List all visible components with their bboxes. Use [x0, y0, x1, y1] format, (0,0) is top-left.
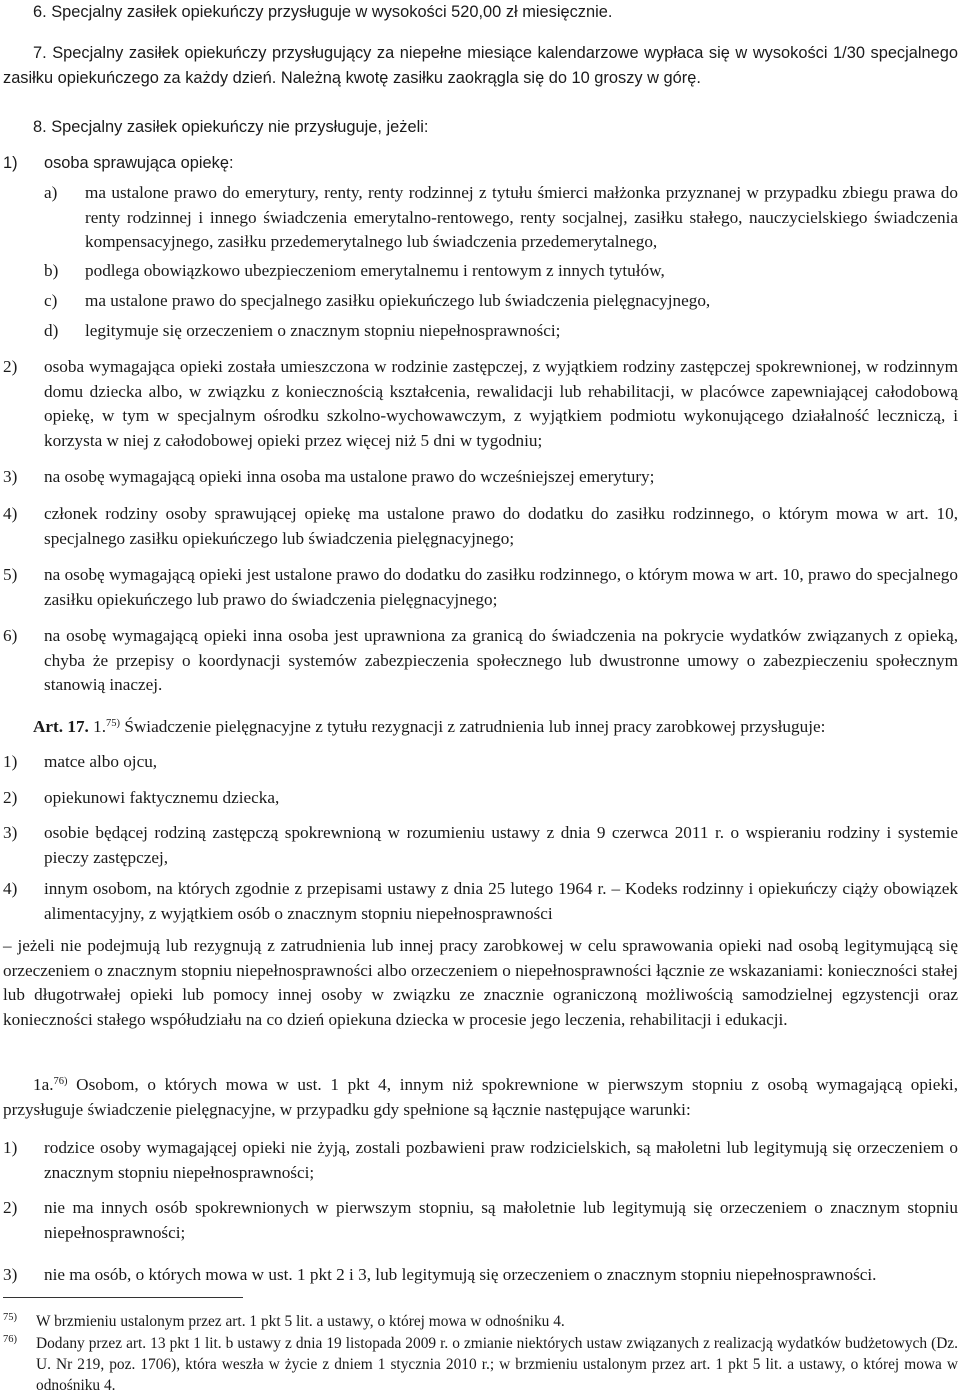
paragraph-1a — [3, 1073, 958, 1122]
sub-list-item — [3, 289, 958, 314]
list-item — [3, 1263, 958, 1288]
item-number: 5) — [3, 565, 18, 584]
list-item — [3, 821, 958, 870]
item-number: 1) — [3, 752, 18, 771]
footnote-text: Dodany przez art. 13 pkt 1 lit. b ustawy z dnia 19 listopada 2009 r. o zmianie niektórych ustaw związanych z realizacją wydatków budżetowych (Dz. U. Nr 219, poz. 1706), która weszła w życie z dniem 1 stycznia 2010 r.; w brzmieniu ustalonym przez art. 1 pkt 5 lit. a ustawy, o której mowa w odnośniku 4. — [36, 1335, 958, 1394]
paragraph-text: Świadczenie pielęgnacyjne z tytułu rezygnacji z zatrudnienia lub innej pracy zarobkowej przysługuje: — [124, 717, 826, 736]
item-text: osoba wymagająca opieki została umieszczona w rodzinie zastępczej, z wyjątkiem rodziny zastępczej spokrewnionej, w rodzinnym domu dziecka albo, w związku z koniecznością kształcenia, rewalidacji lub rehabilitacji, w placówce zapewniającej całodobową opiekę, w tym w specjalnym ośrodku szkolno-wychowawczym, z wyjątkiem podmiotu wykonującego działalność leczniczą, i korzysta w niej z całodobowej opieki przez więcej niż 5 dni w tygodniu; — [44, 357, 958, 450]
item-number: 2) — [3, 357, 18, 376]
paragraph-number: 1a. — [33, 1075, 54, 1094]
list-item — [3, 465, 958, 490]
article-17-tail: – jeżeli nie podejmują lub rezygnują z zatrudnienia lub innej pracy zarobkowej w celu sprawowania opieki nad osobą legitymującą się orzeczeniem o znacznym stopniu niepełnosprawności albo orzeczeniem o niepełnosprawności łącznie ze wskazaniami: konieczności stałej lub długotrwałej opieki lub pomocy innej osoby w związku ze znacznie ograniczoną możliwością samodzielnej egzystencji oraz konieczności stałego współudziału na co dzień opiekuna dziecka w procesie jego leczenia, rehabilitacji i edukacji. — [3, 936, 958, 1029]
list-item — [3, 877, 958, 926]
item-text: na osobę wymagającą opieki inna osoba ma ustalone prawo do wcześniejszej emerytury; — [44, 467, 655, 486]
item-number: 2) — [3, 788, 18, 807]
footnote-divider — [3, 1297, 243, 1298]
paragraph-7: 7. Specjalny zasiłek opiekuńczy przysługujący za niepełne miesiące kalendarzowe wypłaca się w wysokości 1/30 specjalnego zasiłku opiekuńczego za każdy dzień. Należną kwotę zasiłku zaokrągla się do 10 groszy w górę. — [3, 44, 958, 87]
item-number: 3) — [3, 467, 18, 486]
list-item — [3, 750, 958, 775]
item-text: nie ma osób, o których mowa w ust. 1 pkt 2 i 3, lub legitymują się orzeczeniem o znacznym stopniu niepełnosprawności. — [44, 1265, 877, 1284]
footnote-text: W brzmieniu ustalonym przez art. 1 pkt 5 lit. a ustawy, o której mowa w odnośniku 4. — [36, 1313, 565, 1330]
item-number: 1) — [3, 1138, 18, 1157]
item-letter: a) — [44, 183, 58, 202]
item-text: nie ma innych osób spokrewnionych w pierwszym stopniu, są małoletnie lub legitymują się orzeczeniem o znacznym stopniu niepełnosprawności; — [44, 1198, 958, 1242]
item-text: opiekunowi faktycznemu dziecka, — [44, 788, 280, 807]
list-item — [3, 563, 958, 612]
footnote — [3, 1333, 958, 1396]
footnote-ref: 76) — [53, 1076, 68, 1087]
item-text: legitymuje się orzeczeniem o znacznym stopniu niepełnosprawności; — [85, 321, 561, 340]
item-number: 4) — [3, 504, 18, 523]
list-item — [3, 786, 958, 811]
paragraph-number: 1. — [93, 717, 107, 736]
sub-list-item — [3, 259, 958, 284]
paragraph-6: 6. Specjalny zasiłek opiekuńczy przysługuje w wysokości 520,00 zł miesięcznie. — [33, 3, 613, 21]
item-text: ma ustalone prawo do specjalnego zasiłku opiekuńczego lub świadczenia pielęgnacyjnego, — [85, 291, 711, 310]
paragraph-8-intro: 8. Specjalny zasiłek opiekuńczy nie przysługuje, jeżeli: — [33, 118, 429, 136]
list-item — [3, 1196, 958, 1245]
list-item — [3, 151, 958, 176]
item-number: 2) — [3, 1198, 18, 1217]
item-number: 6) — [3, 626, 18, 645]
item-number: 3) — [3, 1265, 18, 1284]
item-letter: d) — [44, 321, 59, 340]
list-item — [3, 355, 958, 453]
item-text: innym osobom, na których zgodnie z przepisami ustawy z dnia 25 lutego 1964 r. – Kodeks rodzinny i opiekuńczy ciąży obowiązek alimentacyjny, z wyjątkiem osób o znacznym stopniu niepełnosprawności — [44, 879, 958, 923]
list-item — [3, 502, 958, 551]
item-text: członek rodziny osoby sprawującej opiekę ma ustalone prawo do dodatku do zasiłku rodzinnego, o którym mowa w art. 10, specjalnego zasiłku opiekuńczego lub świadczenia pielęgnacyjnego; — [44, 504, 958, 548]
item-text: rodzice osoby wymagającej opieki nie żyją, zostali pozbawieni praw rodzicielskich, są małoletni lub legitymują się orzeczeniem o znacznym stopniu niepełnosprawności; — [44, 1138, 958, 1182]
item-text: osoba sprawująca opiekę: — [44, 154, 234, 172]
item-text: na osobę wymagającą opieki jest ustalone prawo do dodatku do zasiłku rodzinnego, o którym mowa w art. 10, prawo do specjalnego zasiłku opiekuńczego lub prawo do świadczenia pielęgnacyjnego; — [44, 565, 958, 609]
paragraph-text: Osobom, o których mowa w ust. 1 pkt 4, innym niż spokrewnione w pierwszym stopniu z osobą wymagającą opieki, przysługuje świadczenie pielęgnacyjne, w przypadku gdy spełnione są łącznie następujące warunki: — [3, 1075, 958, 1119]
item-number: 4) — [3, 879, 18, 898]
item-letter: c) — [44, 291, 58, 310]
article-label: Art. 17. — [33, 717, 89, 736]
article-17-paragraph-1 — [3, 715, 958, 740]
item-number: 3) — [3, 823, 18, 842]
sub-list-item — [3, 319, 958, 344]
footnote — [3, 1311, 958, 1332]
item-text: osobie będącej rodziną zastępczą spokrewnioną w rozumieniu ustawy z dnia 9 czerwca 2011 r. o wspieraniu rodziny i systemie pieczy zastępczej, — [44, 823, 958, 867]
footnote-ref: 75) — [106, 718, 121, 729]
footnote-number: 75) — [3, 1312, 17, 1323]
item-number: 1) — [3, 154, 18, 172]
item-text: ma ustalone prawo do emerytury, renty, renty rodzinnej z tytułu śmierci małżonka przyznanej w przypadku zbiegu prawa do renty rodzinnej i innego świadczenia emerytalno-rentowego, renty socjalnej, zasiłku stałego, nauczycielskiego świadczenia kompensacyjnego, zasiłku przedemerytalnego lub świadczenia przedemerytalnego, — [85, 183, 958, 251]
list-item — [3, 1136, 958, 1185]
sub-list-item — [3, 181, 958, 255]
footnote-number: 76) — [3, 1334, 17, 1345]
item-text: podlega obowiązkowo ubezpieczeniom emerytalnemu i rentowym z innych tytułów, — [85, 261, 665, 280]
item-letter: b) — [44, 261, 59, 280]
list-item — [3, 624, 958, 698]
item-text: matce albo ojcu, — [44, 752, 158, 771]
item-text: na osobę wymagającą opieki inna osoba jest uprawniona za granicą do świadczenia na pokrycie wydatków związanych z opieką, chyba że przepisy o koordynacji systemów zabezpieczenia społecznego lub dwustronne umowy o zabezpieczeniu społecznym stanowią inaczej. — [44, 626, 958, 694]
